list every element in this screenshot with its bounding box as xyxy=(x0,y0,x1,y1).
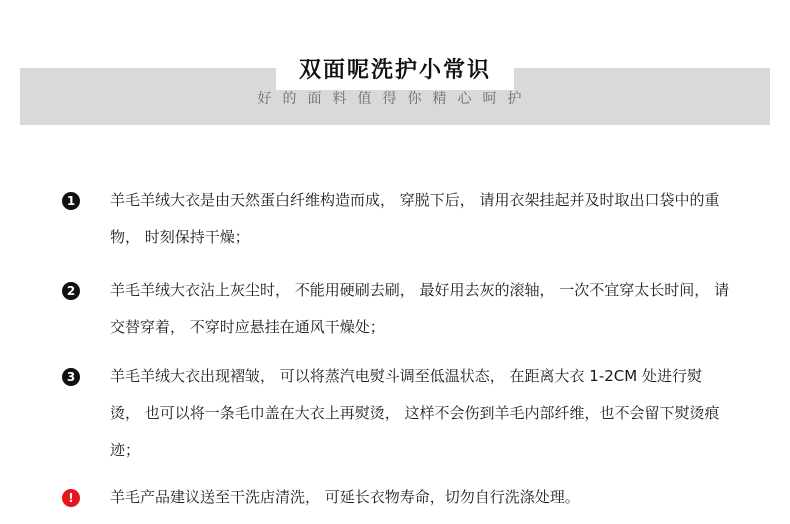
number-2-icon: 2 xyxy=(62,282,80,300)
exclamation-icon: ! xyxy=(62,489,80,507)
care-tip-text: 羊毛产品建议送至干洗店清洗， 可延长衣物寿命，切勿自行洗涤处理。 xyxy=(110,488,580,506)
page-title: 双面呢洗护小常识 xyxy=(298,57,491,83)
care-tip-text: 羊毛羊绒大衣沾上灰尘时， 不能用硬刷去刷， 最好用去灰的滚轴， 一次不宜穿太长时间， 请交替穿着， 不穿时应悬挂在通风干燥处； xyxy=(110,281,730,336)
number-1-icon: 1 xyxy=(62,192,80,210)
number-3-icon: 3 xyxy=(62,368,80,386)
care-tip-text: 羊毛羊绒大衣出现褶皱， 可以将蒸汽电熨斗调至低温状态， 在距离大衣 1-2CM 处进行熨烫， 也可以将一条毛巾盖在大衣上再熨烫， 这样不会伤到羊毛内部纤维，也不会留下熨烫痕迹； xyxy=(110,367,720,459)
page-subtitle: 好的面料值得你精心呵护 xyxy=(257,91,533,107)
care-tip-text: 羊毛羊绒大衣是由天然蛋白纤维构造而成， 穿脱下后， 请用衣架挂起并及时取出口袋中的重物， 时刻保持干燥； xyxy=(110,191,720,246)
title-plate xyxy=(276,46,514,90)
